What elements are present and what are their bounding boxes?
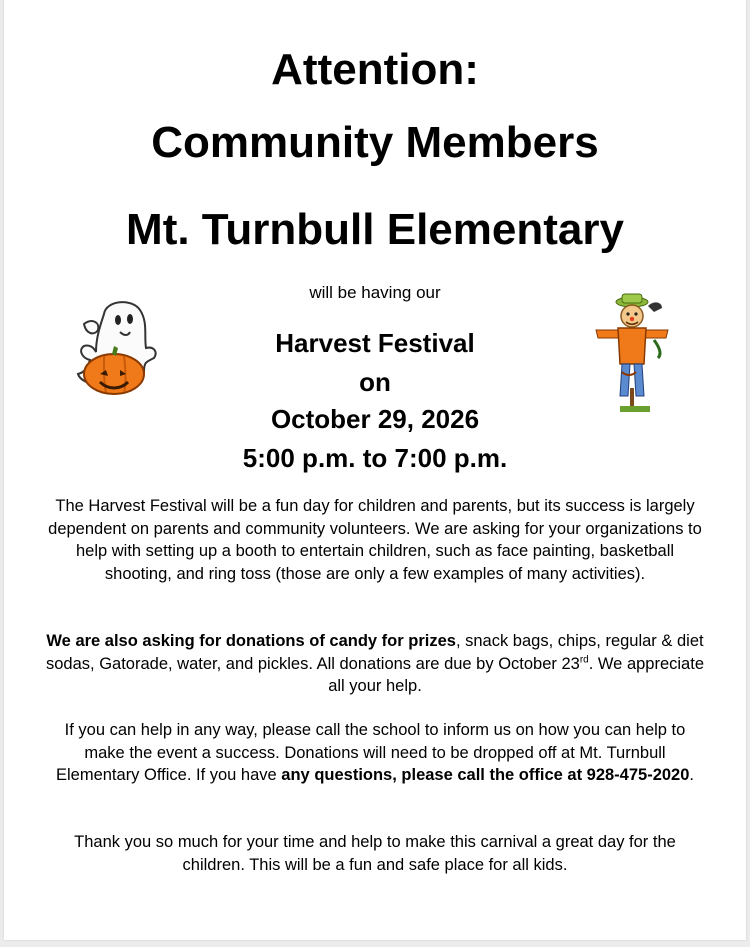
paragraph-thanks: Thank you so much for your time and help to make this carnival a great day for the children. This will be a fun and safe place for all kids. <box>74 833 676 874</box>
intro-text: will be having our <box>309 283 441 302</box>
donations-end-text: . We appreciate all your help. <box>328 654 704 695</box>
paragraph-contact <box>46 719 704 787</box>
contact-end: . <box>689 766 694 784</box>
donations-text: , snack bags, chips, regular & diet sodas, Gatorade, water, and pickles. All donations are due by October 23 <box>46 632 704 673</box>
event-date: October 29, 2026 <box>270 404 480 434</box>
event-time: 5:00 p.m. to 7:00 p.m. <box>242 443 508 473</box>
paragraph-description: The Harvest Festival will be a fun day for children and parents, but its success is largely dependent on parents and community volunteers. We are asking for your organizations to help with setting up a booth to entertain children, such as face painting, basketball shooting, and ring toss (those are only a few examples of many activities). <box>48 497 702 583</box>
contact-text: If you can help in any way, please call the school to inform us on how you can help to make the event a success. Donations will need to be dropped off at Mt. Turnbull Elementary Office. If you have <box>55 721 686 784</box>
heading-attention: Attention: <box>271 45 479 94</box>
scarecrow-icon <box>592 292 676 416</box>
event-on: on <box>359 367 391 397</box>
paragraph-donations <box>46 630 704 698</box>
contact-phone-bold: any questions, please call the office at 928-475-2020 <box>281 766 690 784</box>
donations-bold-text: We are also asking for donations of candy for prizes <box>46 632 456 650</box>
ghost-pumpkin-icon <box>74 296 164 400</box>
event-name: Harvest Festival <box>275 328 475 358</box>
date-superscript: rd <box>579 654 589 665</box>
heading-community: Community Members <box>151 118 599 167</box>
heading-school: Mt. Turnbull Elementary <box>126 205 624 254</box>
